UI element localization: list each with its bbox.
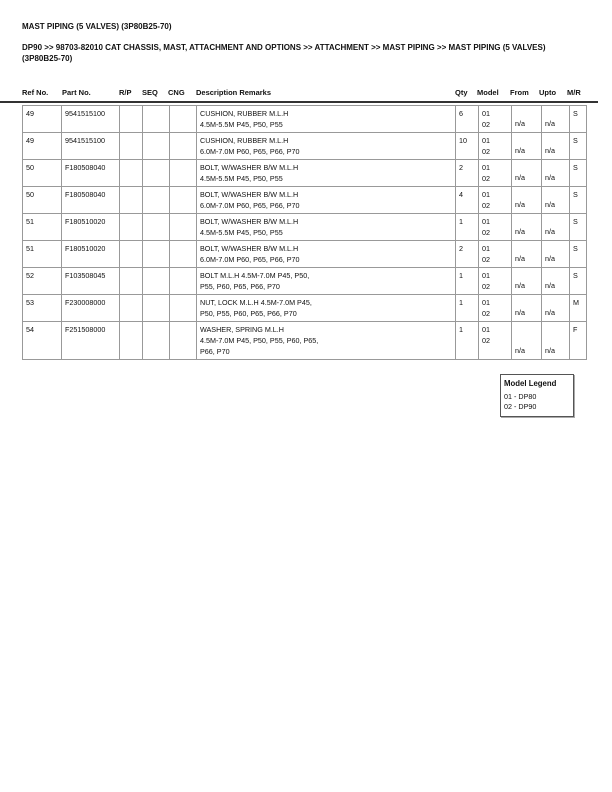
cell-desc: BOLT, W/WASHER B/W M.L.H 4.5M-5.5M P45, P50, P55 (197, 214, 456, 241)
cell-qty: 4 (456, 187, 479, 214)
cell-ref: 49 (23, 106, 62, 133)
col-ref: Ref No. (22, 88, 49, 97)
col-qty: Qty (455, 88, 468, 97)
table-row (23, 241, 587, 268)
cell-part: F180510020 (62, 214, 120, 241)
cell-desc: BOLT, W/WASHER B/W M.L.H 4.5M-5.5M P45, P50, P55 (197, 160, 456, 187)
col-from: From (510, 88, 529, 97)
cell-desc: BOLT, W/WASHER B/W M.L.H 6.0M-7.0M P60, P65, P66, P70 (197, 187, 456, 214)
cell-cng (170, 133, 197, 160)
cell-mr: S (570, 133, 587, 160)
cell-qty: 6 (456, 106, 479, 133)
col-model: Model (477, 88, 499, 97)
table-row (23, 322, 587, 360)
cell-rp (120, 160, 143, 187)
cell-rp (120, 214, 143, 241)
cell-rp (120, 295, 143, 322)
cell-upto: n/a (542, 241, 570, 268)
cell-part: F180508040 (62, 187, 120, 214)
cell-from: n/a (512, 268, 542, 295)
table-row (23, 214, 587, 241)
cell-rp (120, 187, 143, 214)
cell-model: 01 02 (479, 160, 512, 187)
legend-item: 02 - DP90 (504, 402, 537, 411)
cell-mr: S (570, 241, 587, 268)
cell-qty: 1 (456, 268, 479, 295)
cell-model: 01 02 (479, 106, 512, 133)
table-row (23, 106, 587, 133)
cell-part: F103508045 (62, 268, 120, 295)
cell-part: F251508000 (62, 322, 120, 360)
cell-desc: BOLT, W/WASHER B/W M.L.H 6.0M-7.0M P60, P65, P66, P70 (197, 241, 456, 268)
cell-from: n/a (512, 241, 542, 268)
cell-ref: 49 (23, 133, 62, 160)
cell-from: n/a (512, 214, 542, 241)
cell-part: 9541515100 (62, 106, 120, 133)
cell-ref: 50 (23, 160, 62, 187)
cell-seq (143, 106, 170, 133)
cell-cng (170, 268, 197, 295)
cell-qty: 1 (456, 322, 479, 360)
cell-cng (170, 106, 197, 133)
col-seq: SEQ (142, 88, 158, 97)
col-upto: Upto (539, 88, 557, 97)
table-row (23, 133, 587, 160)
cell-rp (120, 241, 143, 268)
cell-ref: 51 (23, 214, 62, 241)
cell-ref: 51 (23, 241, 62, 268)
cell-part: F180510020 (62, 241, 120, 268)
col-mr: M/R (567, 88, 581, 97)
cell-cng (170, 295, 197, 322)
cell-desc: BOLT M.L.H 4.5M-7.0M P45, P50, P55, P60, P65, P66, P70 (197, 268, 456, 295)
legend-item: 01 - DP80 (504, 392, 537, 401)
cell-mr: S (570, 214, 587, 241)
col-rp: R/P (119, 88, 132, 97)
cell-desc: WASHER, SPRING M.L.H 4.5M-7.0M P45, P50, P55, P60, P65, P66, P70 (197, 322, 456, 360)
cell-upto: n/a (542, 160, 570, 187)
cell-cng (170, 241, 197, 268)
cell-seq (143, 322, 170, 360)
table-row (23, 187, 587, 214)
cell-upto: n/a (542, 295, 570, 322)
cell-part: 9541515100 (62, 133, 120, 160)
cell-qty: 2 (456, 241, 479, 268)
cell-rp (120, 133, 143, 160)
cell-cng (170, 214, 197, 241)
cell-cng (170, 160, 197, 187)
cell-seq (143, 241, 170, 268)
cell-from: n/a (512, 106, 542, 133)
cell-cng (170, 187, 197, 214)
cell-rp (120, 322, 143, 360)
cell-from: n/a (512, 160, 542, 187)
cell-seq (143, 187, 170, 214)
cell-cng (170, 322, 197, 360)
cell-model: 01 02 (479, 214, 512, 241)
col-desc: Description Remarks (196, 88, 272, 97)
cell-model: 01 02 (479, 187, 512, 214)
cell-qty: 2 (456, 160, 479, 187)
cell-seq (143, 268, 170, 295)
breadcrumb: DP90 >> 98703-82010 CAT CHASSIS, MAST, ATTACHMENT AND OPTIONS >> ATTACHMENT >> MAST PIPING >> MAST PIPING (5 VALVES) (3P80B25-70) (22, 43, 546, 63)
cell-seq (143, 295, 170, 322)
cell-desc: NUT, LOCK M.L.H 4.5M-7.0M P45, P50, P55, P60, P65, P66, P70 (197, 295, 456, 322)
cell-ref: 50 (23, 187, 62, 214)
cell-from: n/a (512, 187, 542, 214)
col-part: Part No. (62, 88, 91, 97)
cell-mr: S (570, 160, 587, 187)
cell-rp (120, 106, 143, 133)
cell-upto: n/a (542, 187, 570, 214)
cell-ref: 54 (23, 322, 62, 360)
cell-part: F180508040 (62, 160, 120, 187)
cell-from: n/a (512, 133, 542, 160)
cell-mr: S (570, 268, 587, 295)
page-title: MAST PIPING (5 VALVES) (3P80B25-70) (22, 22, 172, 31)
cell-from: n/a (512, 295, 542, 322)
cell-qty: 10 (456, 133, 479, 160)
cell-upto: n/a (542, 214, 570, 241)
header-rule (0, 101, 598, 103)
table-row (23, 268, 587, 295)
cell-part: F230008000 (62, 295, 120, 322)
cell-model: 01 02 (479, 295, 512, 322)
cell-model: 01 02 (479, 133, 512, 160)
cell-qty: 1 (456, 295, 479, 322)
cell-desc: CUSHION, RUBBER M.L.H 6.0M-7.0M P60, P65, P66, P70 (197, 133, 456, 160)
cell-seq (143, 214, 170, 241)
model-legend (500, 374, 574, 417)
cell-ref: 52 (23, 268, 62, 295)
parts-table (22, 105, 587, 360)
cell-model: 01 02 (479, 322, 512, 360)
cell-mr: S (570, 187, 587, 214)
cell-model: 01 02 (479, 268, 512, 295)
cell-ref: 53 (23, 295, 62, 322)
table-row (23, 160, 587, 187)
cell-upto: n/a (542, 133, 570, 160)
cell-seq (143, 160, 170, 187)
table-row (23, 295, 587, 322)
cell-rp (120, 268, 143, 295)
cell-upto: n/a (542, 268, 570, 295)
cell-model: 01 02 (479, 241, 512, 268)
cell-mr: M (570, 295, 587, 322)
cell-from: n/a (512, 322, 542, 360)
cell-seq (143, 133, 170, 160)
col-cng: CNG (168, 88, 185, 97)
cell-upto: n/a (542, 322, 570, 360)
cell-upto: n/a (542, 106, 570, 133)
cell-mr: F (570, 322, 587, 360)
cell-qty: 1 (456, 214, 479, 241)
cell-desc: CUSHION, RUBBER M.L.H 4.5M-5.5M P45, P50, P55 (197, 106, 456, 133)
cell-mr: S (570, 106, 587, 133)
legend-title: Model Legend (504, 379, 557, 388)
